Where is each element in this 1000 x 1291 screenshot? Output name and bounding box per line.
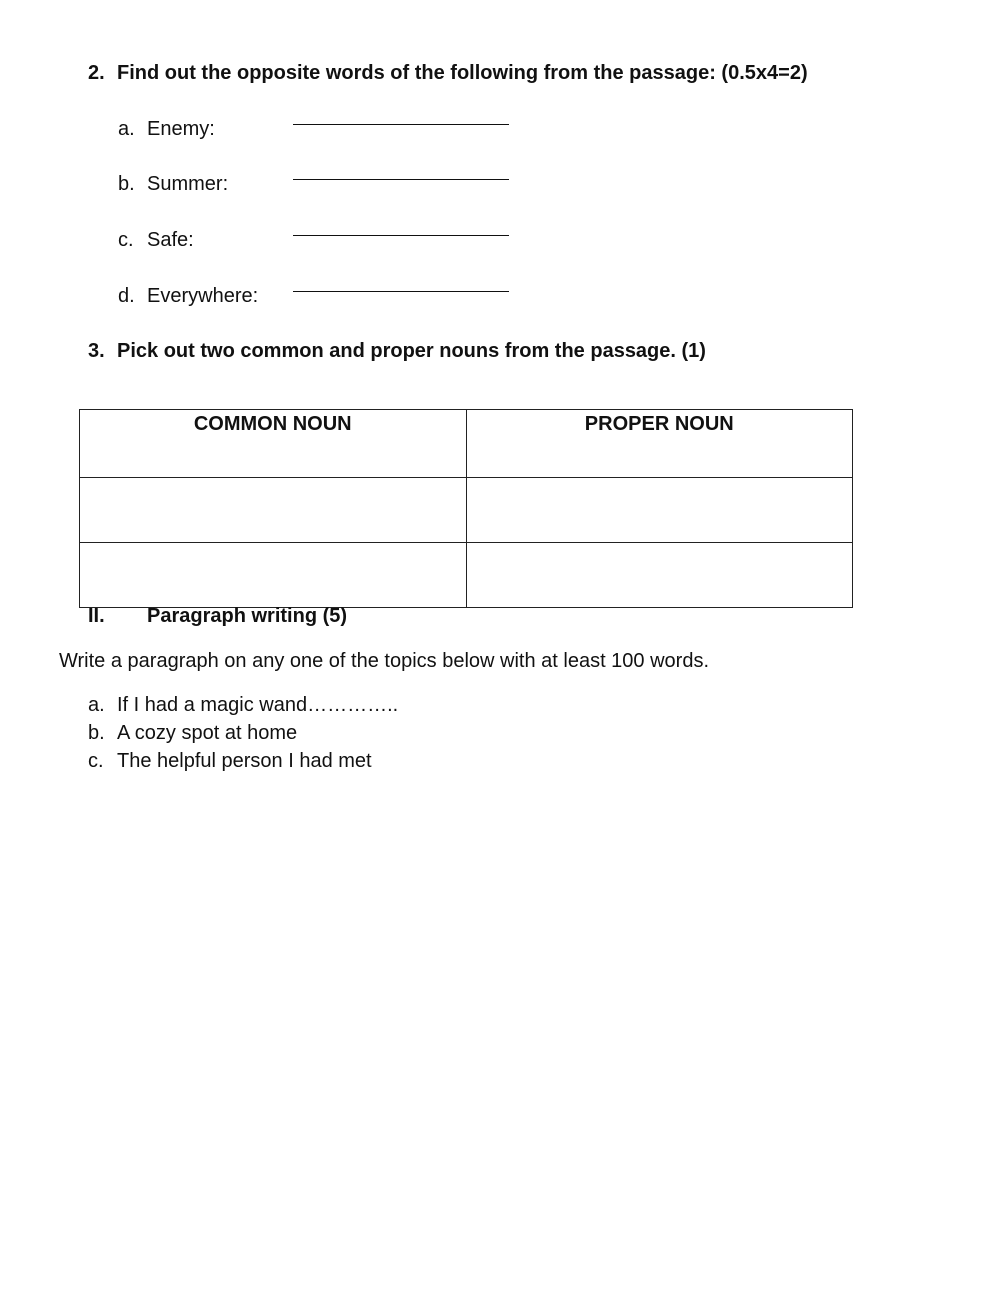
noun-table-header-row (80, 410, 853, 478)
topic-a-letter: a. (88, 694, 105, 716)
noun-table (79, 409, 853, 608)
opposite-item-b-word: Summer: (147, 173, 229, 195)
proper-noun-header: PROPER NOUN (466, 410, 853, 478)
question-2-number: 2. (88, 62, 105, 84)
answer-blank-c[interactable] (293, 235, 509, 236)
noun-table-row (80, 478, 853, 543)
answer-blank-d[interactable] (293, 291, 509, 292)
section-2-title: Paragraph writing (5) (147, 605, 348, 627)
opposite-item-b-letter: b. (118, 173, 135, 195)
opposite-item-c-word: Safe: (147, 229, 194, 251)
noun-table-row (80, 543, 853, 608)
question-3-number: 3. (88, 340, 105, 362)
topic-b-letter: b. (88, 722, 105, 744)
common-noun-cell-1[interactable] (80, 478, 467, 543)
common-noun-cell-2[interactable] (80, 543, 467, 608)
opposite-item-d-letter: d. (118, 285, 135, 307)
answer-blank-b[interactable] (293, 179, 509, 180)
topic-c-text: The helpful person I had met (117, 750, 372, 772)
question-3-text: Pick out two common and proper nouns from the passage. (1) (117, 340, 706, 362)
opposite-item-d-word: Everywhere: (147, 285, 259, 307)
proper-noun-cell-2[interactable] (466, 543, 853, 608)
opposite-item-c-letter: c. (118, 229, 134, 251)
topic-b-text: A cozy spot at home (117, 722, 298, 744)
topic-a-text: If I had a magic wand………….. (117, 694, 399, 716)
opposite-item-a-word: Enemy: (147, 118, 215, 140)
proper-noun-cell-1[interactable] (466, 478, 853, 543)
section-2-number: II. (88, 605, 105, 627)
opposite-item-a-letter: a. (118, 118, 135, 140)
paragraph-instruction: Write a paragraph on any one of the topics below with at least 100 words. (59, 650, 710, 672)
question-2-text: Find out the opposite words of the following from the passage: (0.5x4=2) (117, 62, 808, 84)
topic-c-letter: c. (88, 750, 104, 772)
answer-blank-a[interactable] (293, 124, 509, 125)
common-noun-header: COMMON NOUN (80, 410, 467, 478)
